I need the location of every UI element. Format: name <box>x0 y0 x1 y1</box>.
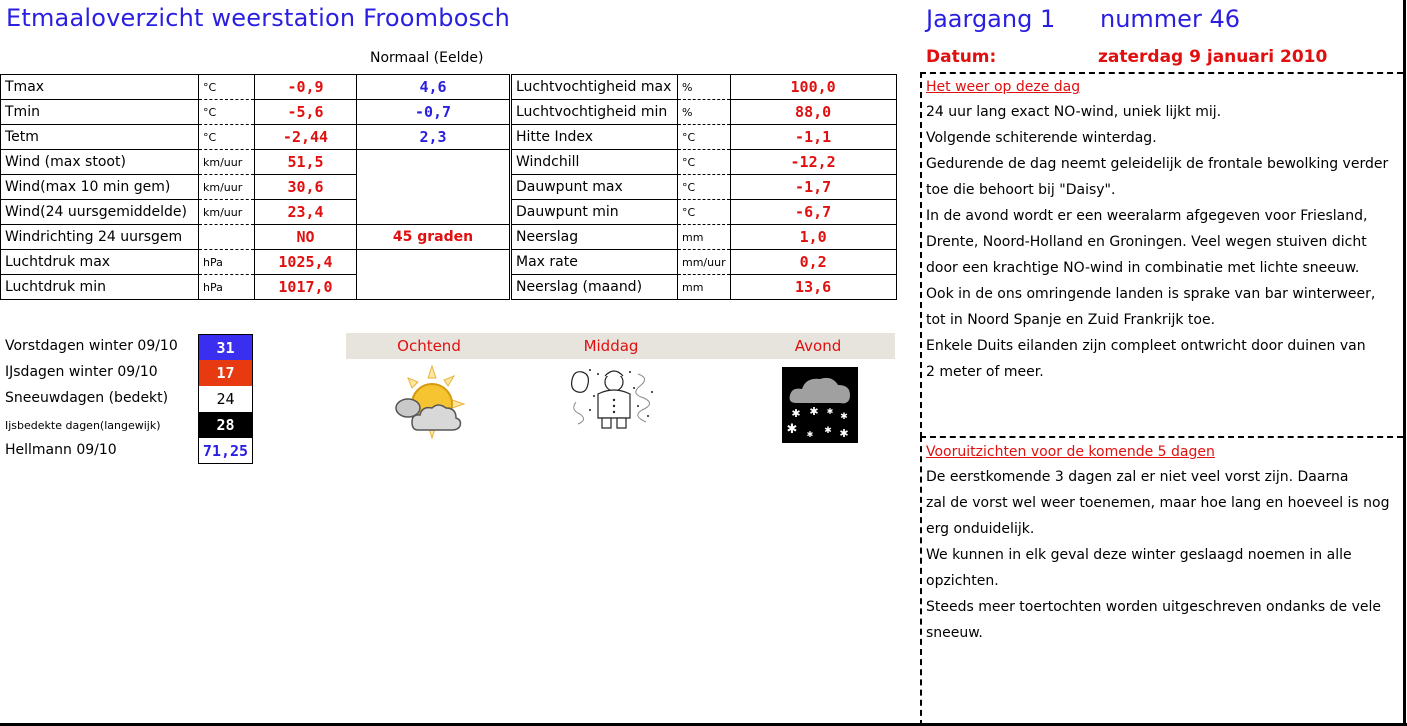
measurement-value: -5,6 <box>255 100 357 125</box>
measurement-label: Neerslag (maand) <box>512 275 678 300</box>
measurement-value: NO <box>255 225 357 250</box>
weather-text-line: In de avond wordt er een weeralarm afgegeven voor Friesland, <box>926 208 1368 224</box>
normal-value <box>357 175 510 200</box>
winter-stat-row <box>0 412 260 438</box>
right-table-row <box>512 225 897 250</box>
weather-text-line: door een krachtige NO-wind in combinatie met lichte sneeuw. <box>926 260 1360 276</box>
forecast-header-bar <box>346 333 895 359</box>
measurement-label: Luchtdruk max <box>1 250 199 275</box>
measurement-value: -2,44 <box>255 125 357 150</box>
outlook-text-line: We kunnen in elk geval deze winter geslaagd noemen in alle <box>926 547 1352 563</box>
measurement-unit: km/uur <box>199 150 255 175</box>
measurement-label: Max rate <box>512 250 678 275</box>
svg-text:✱: ✱ <box>786 422 798 437</box>
winter-stat-row <box>0 438 260 464</box>
normal-value <box>357 200 510 225</box>
measurement-label: Neerslag <box>512 225 678 250</box>
nummer-label: nummer 46 <box>1100 5 1240 33</box>
weather-text-line: tot in Noord Spanje en Zuid Frankrijk toe. <box>926 312 1216 328</box>
measurement-unit: °C <box>199 75 255 100</box>
winter-stat-label: Ijsbedekte dagen(langewijk) <box>5 419 161 432</box>
measurement-unit: °C <box>678 175 731 200</box>
jaargang-label: Jaargang 1 <box>926 5 1056 33</box>
normal-value <box>357 150 510 175</box>
left-table-row <box>1 100 510 125</box>
measurement-label: Tmin <box>1 100 199 125</box>
measurement-value: 30,6 <box>255 175 357 200</box>
measurement-value: 23,4 <box>255 200 357 225</box>
measurement-value: 51,5 <box>255 150 357 175</box>
datum-label: Datum: <box>926 47 997 67</box>
weather-text-line: Volgende schiterende winterdag. <box>926 130 1157 146</box>
measurement-unit: mm/uur <box>678 250 731 275</box>
winter-stat-label: Vorstdagen winter 09/10 <box>5 338 178 354</box>
svg-text:✱: ✱ <box>826 407 834 416</box>
left-table-row <box>1 125 510 150</box>
outlook-title: Vooruitzichten voor de komende 5 dagen <box>926 444 1215 460</box>
measurement-value: -1,7 <box>730 175 896 200</box>
measurement-label: Wind (max stoot) <box>1 150 199 175</box>
measurement-unit: km/uur <box>199 200 255 225</box>
normal-value: 2,3 <box>357 125 510 150</box>
normal-value <box>357 275 510 300</box>
weather-today-title: Het weer op deze dag <box>926 79 1081 95</box>
measurement-label: Luchtvochtigheid max <box>512 75 678 100</box>
winter-stat-value: 28 <box>198 412 253 438</box>
measurement-label: Dauwpunt max <box>512 175 678 200</box>
measurement-label: Tetm <box>1 125 199 150</box>
measurement-value: -0,9 <box>255 75 357 100</box>
measurement-unit: mm <box>678 275 731 300</box>
winter-stat-row <box>0 334 260 360</box>
measurement-value: 13,6 <box>730 275 896 300</box>
weather-today-panel <box>920 72 1403 438</box>
right-table-row <box>512 100 897 125</box>
outlook-text-line: sneeuw. <box>926 625 983 641</box>
winter-stat-row <box>0 386 260 412</box>
measurement-label: Tmax <box>1 75 199 100</box>
outlook-text-line: Steeds meer toertochten worden uitgeschreven ondanks de vele <box>926 599 1382 615</box>
normal-value: 45 graden <box>357 225 510 250</box>
forecast-evening-label: Avond <box>794 337 842 355</box>
measurement-value: -6,7 <box>730 200 896 225</box>
winter-stat-value: 31 <box>198 334 253 360</box>
outlook-text-line: opzichten. <box>926 573 999 589</box>
measurement-label: Wind(24 uursgemiddelde) <box>1 200 199 225</box>
outlook-text-line: erg onduidelijk. <box>926 521 1035 537</box>
measurement-value: 0,2 <box>730 250 896 275</box>
right-table-row <box>512 75 897 100</box>
right-table-row <box>512 175 897 200</box>
left-table-row <box>1 250 510 275</box>
normaal-eelde-label: Normaal (Eelde) <box>370 50 484 66</box>
measurement-unit: hPa <box>199 275 255 300</box>
svg-text:✱: ✱ <box>791 407 801 420</box>
outlook-text-line: De eerstkomende 3 dagen zal er niet veel vorst zijn. Daarna <box>926 469 1349 485</box>
weather-text-line: toe die behoort bij "Daisy". <box>926 182 1116 198</box>
measurement-label: Dauwpunt min <box>512 200 678 225</box>
normal-value <box>357 250 510 275</box>
winter-stat-row <box>0 360 260 386</box>
measurement-unit: °C <box>678 200 731 225</box>
svg-text:✱: ✱ <box>840 412 848 422</box>
svg-text:✱: ✱ <box>839 427 849 440</box>
measurement-unit: % <box>678 100 731 125</box>
measurement-unit: mm <box>678 225 731 250</box>
svg-text:✱: ✱ <box>806 430 814 439</box>
measurement-value: 1017,0 <box>255 275 357 300</box>
left-table-row <box>1 200 510 225</box>
measurement-unit: % <box>678 75 731 100</box>
winter-stat-label: Hellmann 09/10 <box>5 442 117 458</box>
measurement-unit: hPa <box>199 250 255 275</box>
measurement-unit: °C <box>199 125 255 150</box>
weather-text-line: Ook in de ons omringende landen is sprake van bar winterweer, <box>926 286 1376 302</box>
forecast-afternoon-label: Middag <box>583 337 639 355</box>
page-right-border <box>1403 0 1406 726</box>
winter-stat-label: IJsdagen winter 09/10 <box>5 364 158 380</box>
measurement-unit <box>199 225 255 250</box>
forecast-morning-label: Ochtend <box>397 337 461 355</box>
datum-value: zaterdag 9 januari 2010 <box>1098 47 1328 67</box>
outlook-panel <box>920 436 1403 726</box>
measurement-value: -12,2 <box>730 150 896 175</box>
measurement-unit: °C <box>678 125 731 150</box>
sun-behind-cloud-icon <box>388 364 468 440</box>
weather-text-line: 24 uur lang exact NO-wind, uniek lijkt mij. <box>926 104 1222 120</box>
winter-stat-value: 71,25 <box>198 438 253 464</box>
normal-value: 4,6 <box>357 75 510 100</box>
outlook-text-line: zal de vorst wel weer toenemen, maar hoe lang en hoeveel is nog <box>926 495 1390 511</box>
svg-text:✱: ✱ <box>809 405 819 418</box>
measurement-label: Windrichting 24 uursgem <box>1 225 199 250</box>
left-table-row <box>1 275 510 300</box>
right-measurements-table <box>511 74 897 300</box>
right-table-row <box>512 200 897 225</box>
winter-stat-label: Sneeuwdagen (bedekt) <box>5 390 169 406</box>
measurement-value: -1,1 <box>730 125 896 150</box>
measurement-label: Hitte Index <box>512 125 678 150</box>
measurement-unit: km/uur <box>199 175 255 200</box>
page-title: Etmaaloverzicht weerstation Froombosch <box>6 4 511 32</box>
weather-text-line: 2 meter of meer. <box>926 364 1044 380</box>
weather-text-line: Gedurende de dag neemt geleidelijk de frontale bewolking verder <box>926 156 1389 172</box>
measurement-label: Luchtvochtigheid min <box>512 100 678 125</box>
left-table-row <box>1 75 510 100</box>
measurement-value: 1,0 <box>730 225 896 250</box>
measurement-label: Wind(max 10 min gem) <box>1 175 199 200</box>
svg-text:✱: ✱ <box>824 426 832 436</box>
left-measurements-table <box>0 74 510 300</box>
measurement-value: 100,0 <box>730 75 896 100</box>
measurement-value: 88,0 <box>730 100 896 125</box>
normal-value: -0,7 <box>357 100 510 125</box>
measurement-label: Windchill <box>512 150 678 175</box>
measurement-label: Luchtdruk min <box>1 275 199 300</box>
right-table-row <box>512 250 897 275</box>
left-table-row <box>1 150 510 175</box>
measurement-unit: °C <box>199 100 255 125</box>
winter-stat-value: 24 <box>198 386 253 412</box>
right-table-row <box>512 150 897 175</box>
measurement-value: 1025,4 <box>255 250 357 275</box>
weather-text-line: Drente, Noord-Holland en Groningen. Veel wegen stuiven dicht <box>926 234 1367 250</box>
left-table-row <box>1 175 510 200</box>
weather-text-line: Enkele Duits eilanden zijn compleet ontwricht door duinen van <box>926 338 1366 354</box>
left-table-row <box>1 225 510 250</box>
cloud-snow-night-icon <box>782 367 858 443</box>
measurement-unit: °C <box>678 150 731 175</box>
snowman-blizzard-icon <box>568 366 660 432</box>
right-table-row <box>512 275 897 300</box>
winter-stat-value: 17 <box>198 360 253 386</box>
right-table-row <box>512 125 897 150</box>
